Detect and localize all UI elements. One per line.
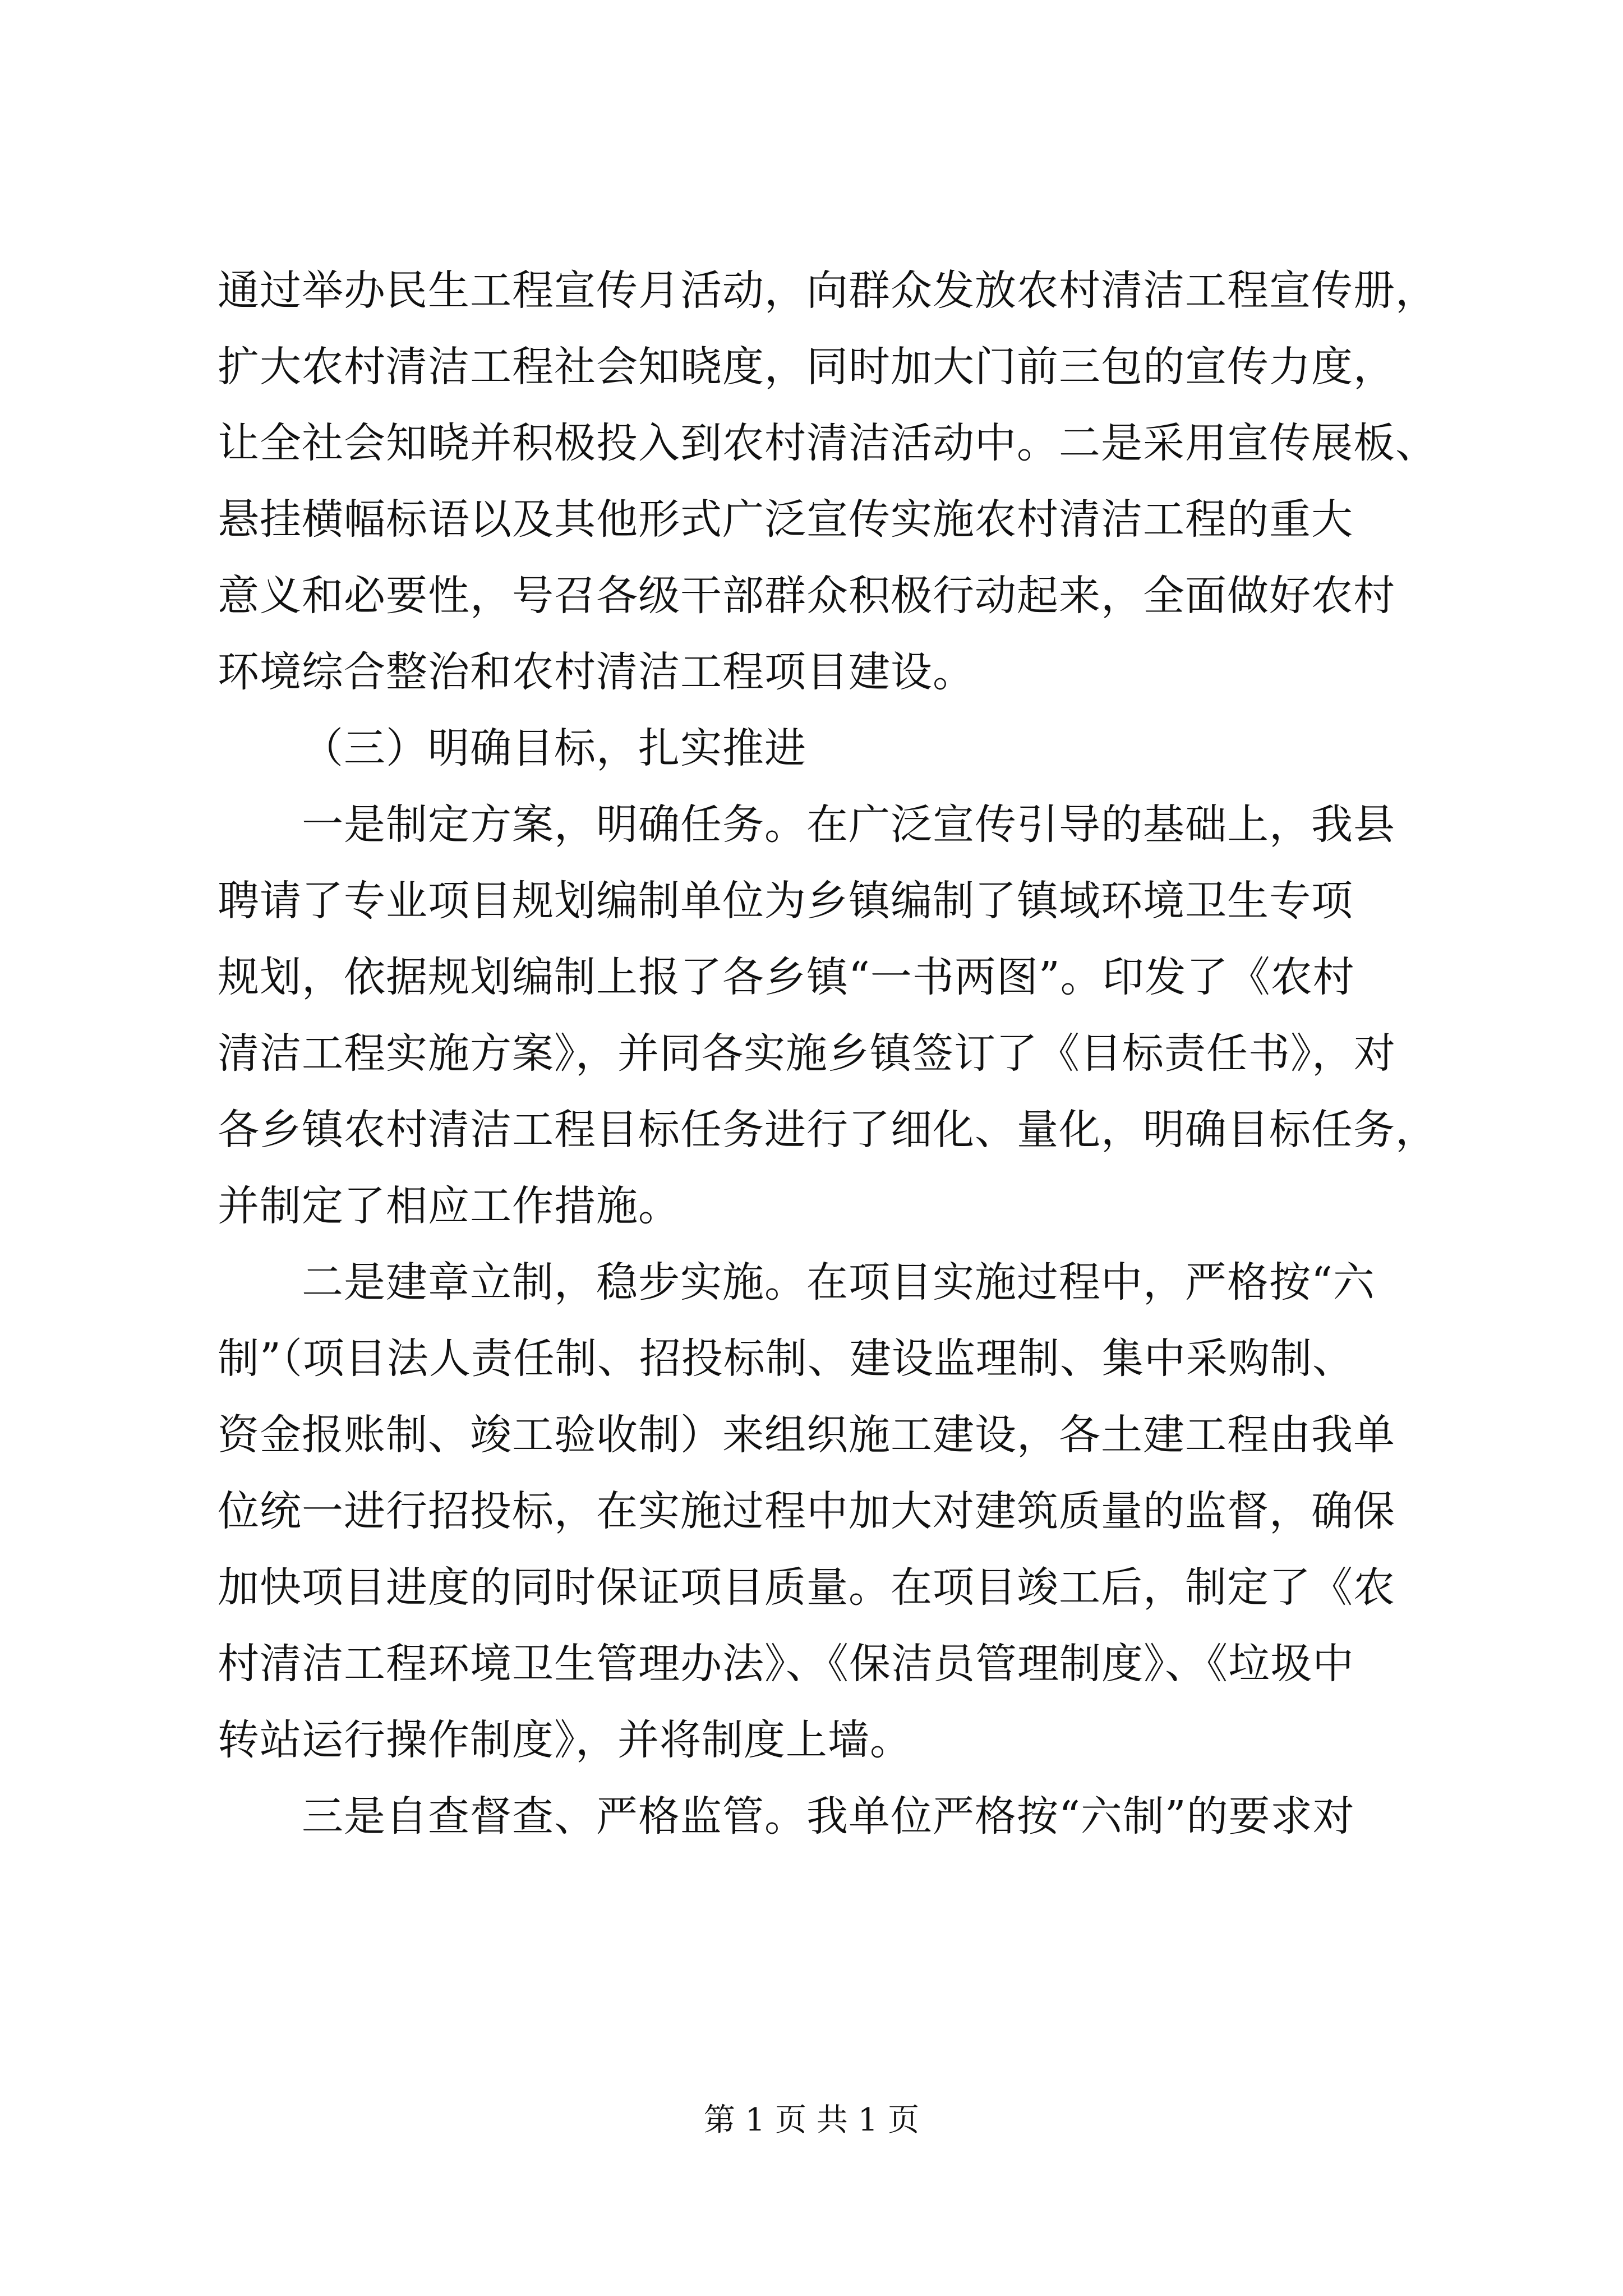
text-line: 聘请了专业项目规划编制单位为乡镇编制了镇域环境卫生专项 <box>218 877 1353 925</box>
text-line: 制”（项目法人责任制、招投标制、建设监理制、集中采购制、 <box>218 1335 1354 1383</box>
text-line: 清洁工程实施方案》，并同各实施乡镇签订了《目标责任书》，对 <box>218 1029 1396 1078</box>
text-line: 一是制定方案，明确任务。在广泛宣传引导的基础上，我县 <box>302 800 1395 849</box>
text-line: 加快项目进度的同时保证项目质量。在项目竣工后，制定了《农 <box>218 1563 1395 1612</box>
section-heading: （三）明确目标，扎实推进 <box>302 724 806 772</box>
text-line: 位统一进行招投标，在实施过程中加大对建筑质量的监督，确保 <box>218 1487 1395 1535</box>
text-line: 转站运行操作制度》，并将制度上墙。 <box>218 1716 912 1764</box>
text-line: 规划，依据规划编制上报了各乡镇“一书两图”。印发了《农村 <box>218 953 1355 1001</box>
text-line: 通过举办民生工程宣传月活动，向群众发放农村清洁工程宣传册， <box>218 266 1437 315</box>
text-line: 悬挂横幅标语以及其他形式广泛宣传实施农村清洁工程的重大 <box>218 495 1353 544</box>
text-line: 资金报账制、竣工验收制）来组织施工建设，各土建工程由我单 <box>218 1411 1395 1459</box>
text-line: 让全社会知晓并积极投入到农村清洁活动中。二是采用宣传展板、 <box>218 419 1437 467</box>
text-line: 意义和必要性，号召各级干部群众积极行动起来，全面做好农村 <box>218 572 1395 620</box>
text-line: 村清洁工程环境卫生管理办法》、《保洁员管理制度》、《垃圾中 <box>218 1640 1354 1688</box>
text-line: 扩大农村清洁工程社会知晓度，同时加大门前三包的宣传力度， <box>218 343 1395 391</box>
document-body <box>218 252 1507 1855</box>
page-number-footer: 第 1 页 共 1 页 <box>703 2102 920 2138</box>
text-line: 环境综合整治和农村清洁工程项目建设。 <box>218 648 975 696</box>
text-line: 三是自查督查、严格监管。我单位严格按“六制”的要求对 <box>302 1792 1355 1841</box>
text-line: 二是建章立制，稳步实施。在项目实施过程中，严格按“六 <box>302 1258 1375 1306</box>
text-line: 各乡镇农村清洁工程目标任务进行了细化、量化，明确目标任务， <box>218 1106 1437 1154</box>
text-line: 并制定了相应工作措施。 <box>218 1182 680 1230</box>
